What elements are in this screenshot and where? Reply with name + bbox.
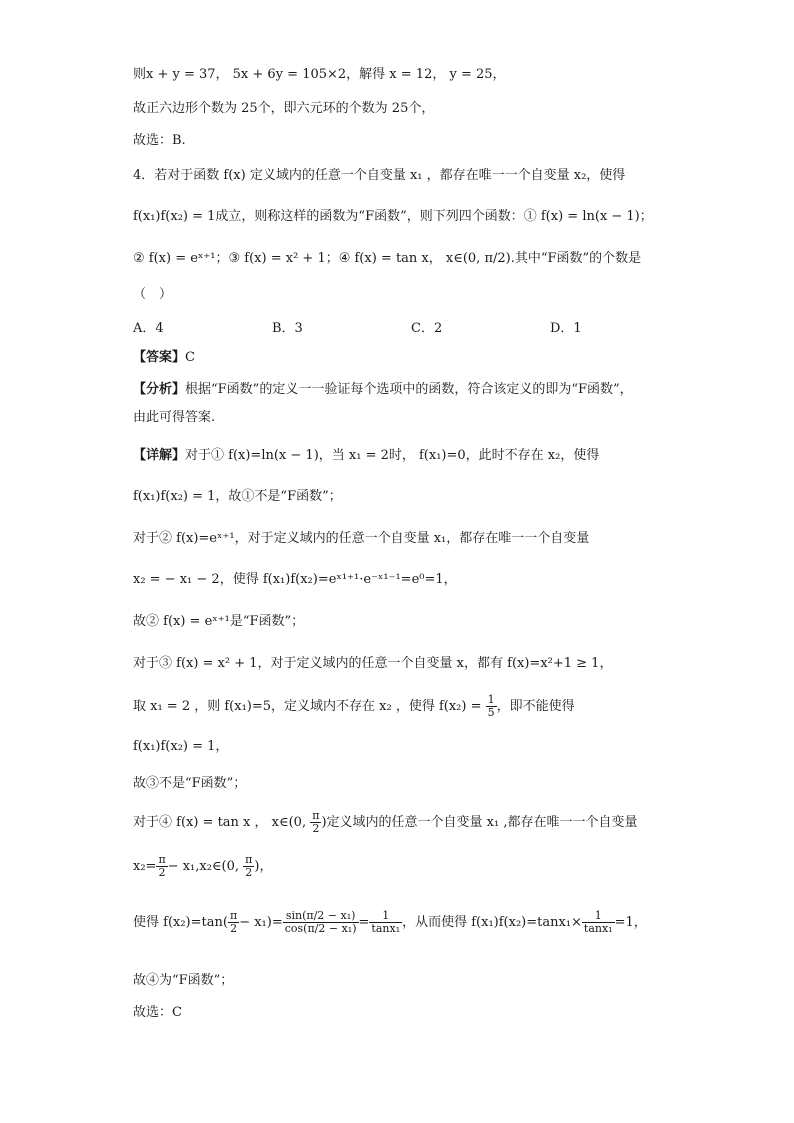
answer-tag: 【答案】 (133, 350, 186, 365)
numerator: sin(π/2 − x₁) (283, 910, 359, 923)
text-span: = (358, 915, 370, 930)
text-span: 对于④ f(x) = tan x ， x∈(0, (133, 815, 311, 830)
text-line: 故选：C (133, 1005, 182, 1020)
text-span: =1， (614, 915, 647, 930)
denominator: cos(π/2 − x₁) (284, 922, 357, 935)
text-line: 对于③ f(x) = x² + 1，对于定义域内的任意一个自变量 x，都有 f(x)=x²+1 ≥ 1， (133, 656, 613, 671)
option-a: A．4 (133, 321, 164, 336)
numerator: π (245, 853, 253, 866)
detail-text: 对于① f(x)=ln(x − 1)，当 x₁ = 2时， f(x₁)=0，此时不存在 x₂，使得 (185, 448, 600, 463)
text-line (133, 694, 575, 719)
option-b: B．3 (272, 321, 303, 336)
text-line: 故③不是“F函数”； (133, 776, 247, 791)
text-span: ，从而使得 f(x₁)f(x₂)=tanx₁× (402, 915, 582, 930)
text-line: f(x₁)f(x₂) = 1， (133, 739, 229, 754)
text-line: （ ） (133, 287, 173, 302)
numerator: 1 (487, 693, 495, 706)
answer-options (133, 317, 582, 336)
numerator: 1 (369, 910, 402, 923)
text-line: f(x₁)f(x₂) = 1成立，则称这样的函数为“F函数”，则下列四个函数：① f(x) = ln(x − 1)； (133, 209, 653, 224)
numerator: 1 (582, 910, 615, 923)
analysis-line (133, 381, 633, 399)
text-span: x₂= (133, 859, 157, 874)
text-span: ，即不能使得 (496, 699, 575, 714)
option-d: D．1 (550, 321, 582, 336)
option-c: C．2 (411, 321, 443, 336)
text-span: − x₁)= (239, 915, 283, 930)
analysis-text: 根据“F函数”的定义一一验证每个选项中的函数，符合该定义的即为“F函数”， (185, 382, 633, 397)
question-stem: 4．若对于函数 f(x) 定义域内的任意一个自变量 x₁ ，都存在唯一一个自变量 x₂，使得 (133, 168, 626, 183)
denominator: 5 (487, 706, 495, 719)
fraction (156, 854, 167, 879)
denominator: 2 (230, 922, 238, 935)
text-line: 故选：B. (133, 133, 186, 148)
denominator: 2 (245, 866, 253, 879)
fraction (310, 810, 321, 835)
text-line: f(x₁)f(x₂) = 1，故①不是“F函数”； (133, 489, 342, 504)
text-line: 故正六边形个数为 25个，即六元环的个数为 25个， (133, 101, 435, 116)
fraction (486, 694, 497, 719)
text-line: 则x + y = 37， 5x + 6y = 105×2，解得 x = 12， y = 25， (133, 67, 506, 82)
numerator: π (229, 909, 238, 922)
text-line: 由此可得答案. (133, 410, 216, 425)
numerator: π (158, 853, 166, 866)
text-span: − x₁,x₂∈(0, (167, 859, 244, 874)
answer-text: C (185, 350, 195, 365)
detail-line (133, 447, 599, 465)
text-line: ② f(x) = eˣ⁺¹；③ f(x) = x² + 1；④ f(x) = tan x， x∈(0, π/2).其中“F函数”的个数是 (133, 251, 642, 266)
detail-tag: 【详解】 (133, 448, 186, 463)
denominator: tanx₁ (371, 922, 401, 935)
fraction (369, 910, 402, 935)
fraction (228, 910, 239, 935)
text-line: x₂ = − x₁ − 2，使得 f(x₁)f(x₂)=eˣ¹⁺¹·e⁻ˣ¹⁻¹=e⁰=1， (133, 572, 457, 587)
text-span: )， (254, 859, 273, 874)
numerator: π (312, 809, 320, 822)
text-span: 使得 f(x₂)=tan( (133, 915, 228, 930)
analysis-tag: 【分析】 (133, 382, 186, 397)
text-line: 对于② f(x)=eˣ⁺¹，对于定义域内的任意一个自变量 x₁，都存在唯一一个自变量 (133, 531, 590, 546)
denominator: tanx₁ (583, 922, 613, 935)
text-line (133, 810, 637, 835)
denominator: 2 (158, 866, 166, 879)
text-line (133, 910, 647, 935)
text-line: 故④为“F函数”； (133, 973, 234, 988)
text-line: 故② f(x) = eˣ⁺¹是“F函数”； (133, 614, 305, 629)
answer-line (133, 349, 195, 367)
text-line (133, 854, 272, 879)
text-span: 取 x₁ = 2 ，则 f(x₁)=5，定义域内不存在 x₂ ，使得 f(x₂) = (133, 699, 486, 714)
fraction (582, 910, 615, 935)
denominator: 2 (312, 822, 320, 835)
fraction (283, 910, 359, 935)
fraction (243, 854, 254, 879)
text-span: )定义域内的任意一个自变量 x₁ ,都存在唯一一个自变量 (321, 815, 638, 830)
